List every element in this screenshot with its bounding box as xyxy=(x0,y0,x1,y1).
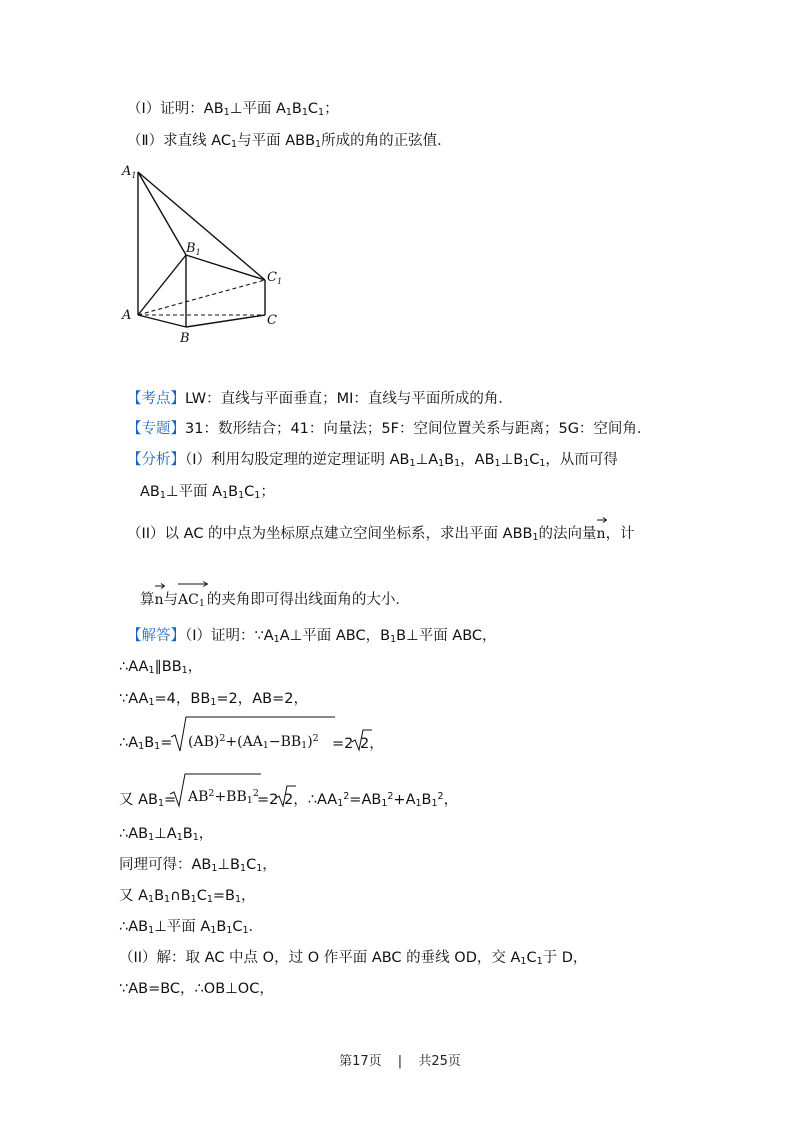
prism-figure xyxy=(118,158,288,348)
kaodian-line: 【考点】LW：直线与平面垂直；MI：直线与平面所成的角． xyxy=(127,391,513,407)
vector-n: n xyxy=(155,590,164,610)
page-number: 第17页 xyxy=(339,1054,382,1069)
fenxi-line-4: 算 n与 $AC_1$ 的夹角即可得出线面角的大小． xyxy=(140,590,410,610)
zhuanti-tag: 【专题】 xyxy=(127,421,185,437)
footer-separator: | xyxy=(397,1054,403,1069)
fenxi-line-1: 【分析】（I）利用勾股定理的逆定理证明 $AB_1\perp A_1B_1$，$AB_1\perp B_1C_1$，从而可得 xyxy=(127,452,618,469)
page-footer xyxy=(0,1050,800,1069)
jieda-line-9: $\therefore AB_1\perp$平面 $A_1B_1C_1$． xyxy=(119,919,264,936)
jieda-line-7: 同理可得：$AB_1\perp B_1C_1$， xyxy=(119,857,277,874)
jieda-line-6: $\therefore AB_1\perp A_1B_1$， xyxy=(119,826,214,843)
normal-vector-n: n xyxy=(597,524,606,544)
label-C1: $C_1$ xyxy=(267,270,283,286)
fenxi-line-3: （II）以 AC 的中点为坐标原点建立空间坐标系，求出平面 $ABB_1$的法向量 n，计 xyxy=(127,524,635,544)
label-B: B xyxy=(180,331,190,346)
result-1: =2 xyxy=(332,736,354,752)
fenxi-tag: 【分析】 xyxy=(127,452,185,468)
page-total: 共25页 xyxy=(418,1054,461,1069)
jieda-tag: 【解答】 xyxy=(127,628,185,644)
jieda-line-10: （II）解：取 AC 中点 O，过 O 作平面 ABC 的垂线 OD，交 $A_1C_1$于 D， xyxy=(119,950,588,967)
jieda-line-5: 又 $AB_1=$ xyxy=(119,792,177,809)
fenxi-line-2: $AB_1\perp$平面 $A_1B_1C_1$； xyxy=(140,484,275,501)
jieda-line-11: ∵AB=BC，∴OB⊥OC， xyxy=(119,981,274,997)
kaodian-tag: 【考点】 xyxy=(127,391,185,407)
label-A1: $A_1$ xyxy=(122,164,137,180)
jieda-line-3: $\because AA_1=4$，$BB_1=2$，AB=2， xyxy=(119,691,308,708)
result-2: =2 xyxy=(257,792,279,808)
label-B1: $B_1$ xyxy=(186,241,201,257)
zhuanti-line: 【专题】31：数形结合；41：向量法；5F：空间位置关系与距离；5G：空间角． xyxy=(127,421,652,437)
radicand-1: $(AB)^2+(AA_1-BB_1)^2$ xyxy=(188,733,319,751)
jieda-line-8: 又 $A_1B_1\cap B_1C_1=B_1$， xyxy=(119,888,256,905)
jieda-line-2: $\therefore AA_1\parallel BB_1$， xyxy=(119,659,203,676)
question-part-2: （Ⅱ）求直线 $AC_1$与平面 $ABB_1$所成的角的正弦值． xyxy=(127,133,452,150)
radicand-2: $AB^2+BB_1^2$ xyxy=(188,788,259,806)
jieda-line-1: 【解答】（I）证明：$\because A_1A\perp$平面 ABC，$B_1B\perp$平面 ABC， xyxy=(127,628,497,645)
label-A: A xyxy=(122,308,132,323)
result-2-tail: 2，$\therefore AA_1^2=AB_1^2+A_1B_1^2$， xyxy=(284,791,459,809)
vector-ac1: $AC_1$ xyxy=(178,590,207,610)
result-1-radicand: 2， xyxy=(360,736,384,752)
question-part-1: （Ⅰ）证明：$AB_1\perp$平面 $A_1B_1C_1$； xyxy=(127,101,339,118)
label-C: C xyxy=(267,313,277,328)
jieda-line-4: $\therefore A_1B_1=$ xyxy=(119,735,173,752)
